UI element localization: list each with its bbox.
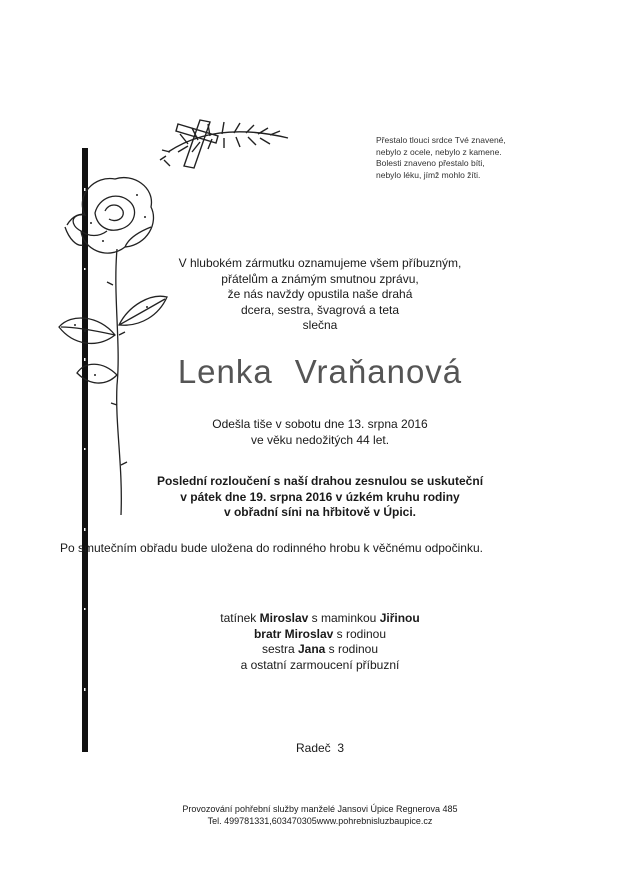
intro-line: slečna	[302, 318, 338, 332]
mourner-name: Jana	[297, 642, 326, 656]
mourner-name: Miroslav	[259, 611, 309, 625]
last-name: Vraňanová	[294, 353, 463, 390]
mourner-line	[150, 642, 490, 658]
burial-note: Po smutečním obřadu bude uložena do rodinného hrobu k věčnému odpočinku.	[60, 541, 483, 555]
rose-icon	[55, 165, 175, 525]
mourner-name: Jiřinou	[379, 611, 420, 625]
mourner-text: sestra	[261, 642, 298, 656]
farewell-info	[130, 474, 510, 521]
poem-line: Bolesti znaveno přestalo bíti,	[376, 158, 485, 168]
footer-line: Tel. 499781331,603470305www.pohrebnisluzbaupice.cz	[207, 816, 433, 826]
poem-line: nebylo z ocele, nebylo z kamene.	[376, 146, 502, 157]
intro-line: dcera, sestra, švagrová a teta	[240, 302, 400, 317]
village: Radeč 3	[295, 741, 345, 755]
mourner-name: bratr Miroslav	[253, 626, 334, 641]
mourner-text: s maminkou	[308, 611, 380, 625]
farewell-line: Poslední rozloučení s naší drahou zesnulou se uskuteční	[156, 474, 484, 488]
poem-line: Přestalo tlouci srdce Tvé znavené,	[376, 135, 506, 145]
poem	[376, 135, 546, 181]
mourners	[150, 611, 490, 673]
funeral-service-footer	[120, 803, 520, 827]
poem-line: nebylo léku, jímž mohlo žíti.	[376, 169, 481, 180]
death-line: Odešla tiše v sobotu dne 13. srpna 2016	[212, 417, 428, 431]
intro-line: V hlubokém zármutku oznamujeme všem příbuzným,	[178, 256, 462, 270]
footer-line: Provozování pohřební služby manželé Jansovi Úpice Regnerova 485	[182, 804, 458, 814]
mourner-line	[150, 627, 490, 643]
mourner-text: s rodinou	[333, 626, 387, 641]
death-notice	[150, 417, 490, 448]
intro-line: že nás navždy opustila naše drahá	[227, 287, 413, 301]
farewell-line: v pátek dne 19. srpna 2016 v úzkém kruhu rodiny	[180, 489, 460, 504]
mourner-line	[150, 611, 490, 627]
mourner-text: s rodinou	[325, 642, 379, 656]
first-name: Lenka	[177, 353, 273, 390]
deceased-name	[150, 353, 490, 391]
intro-line: přátelům a známým smutnou zprávu,	[221, 271, 419, 286]
cross-with-palm-icon	[158, 112, 298, 174]
farewell-line: v obřadní síni na hřbitově v Úpici.	[223, 505, 417, 519]
mourner-line: a ostatní zarmoucení příbuzní	[240, 657, 400, 672]
announcement-intro	[150, 256, 490, 334]
mourner-text: tatínek	[220, 611, 260, 625]
death-line: ve věku nedožitých 44 let.	[250, 432, 390, 447]
